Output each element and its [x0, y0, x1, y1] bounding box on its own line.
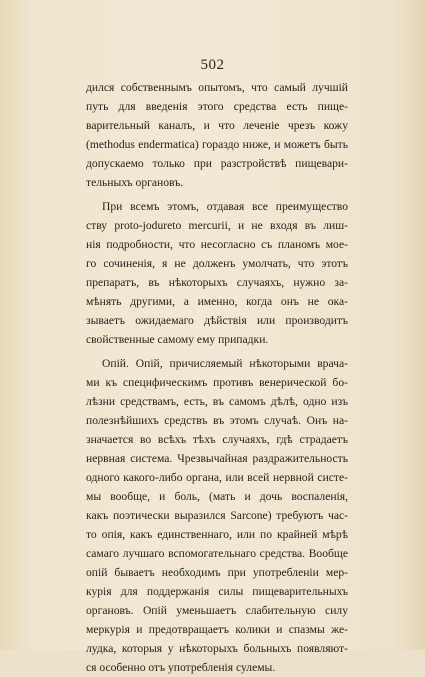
text-line: опій бываетъ необходимъ при употребленіи мер- [86, 566, 348, 579]
text-line: лѣзни средствамъ, есть, въ самомъ дѣлѣ, одно изъ [86, 395, 348, 408]
text-line: полезнѣйшихъ средствъ въ этомъ случаѣ. Онъ на- [86, 414, 348, 427]
text-line: мѣнять другими, а именно, когда онъ не ока- [86, 295, 348, 308]
text-line: какъ поэтически выразился Sarcone) требуютъ час- [86, 509, 348, 522]
text-line: то опія, какъ единственнаго, или по крайней мѣрѣ [86, 528, 348, 541]
text-line: значается во всѣхъ тѣхъ случаяхъ, гдѣ страдаетъ [86, 433, 348, 446]
text-line: путь для введенія этого средства есть пище- [86, 100, 348, 113]
text-line: органовъ. Опій уменьшаетъ слабительную силу [86, 604, 348, 617]
text-line: нервная система. Чрезвычайная раздражительность [86, 452, 348, 465]
text-line: дился собственнымъ опытомъ, что самый лучшій [86, 81, 348, 94]
text-line: мы вообще, и боль, (мать и дочь воспаленія, [86, 490, 348, 503]
text-line: лудка, которыя у нѣкоторыхъ больныхъ появляют- [86, 642, 348, 655]
text-line: (methodus endermatica) гораздо ниже, и можетъ быть [86, 138, 348, 151]
text-line: ми къ специфическимъ противъ венерической бо- [86, 376, 348, 389]
text-line: зываетъ ожидаемаго дѣйствія или производитъ [86, 314, 348, 327]
paragraph-3 [86, 354, 348, 677]
text-line: допускаемо только при разстройствѣ пищевари- [86, 157, 348, 170]
text-line: ству proto-joduretо mercurii, и не входя въ лиш- [86, 219, 348, 232]
text-line: Опій. Опій, причисляемый нѣкоторыми врача- [102, 357, 348, 370]
text-line: нія подробности, что несогласно съ планомъ мое- [86, 238, 348, 251]
text-line: одного какого-либо органа, или всей нервной систе- [86, 471, 348, 484]
text-line: тельныхъ органовъ. [86, 176, 184, 189]
page-number: 502 [200, 57, 225, 73]
text-line: свойственные самому ему припадки. [86, 333, 269, 346]
text-line: ся особенно отъ употребленія сулемы. [86, 661, 276, 674]
text-line: При всемъ этомъ, отдавая все преимущество [102, 200, 348, 213]
text-line: препаратъ, въ нѣкоторыхъ случаяхъ, нужно за- [86, 276, 348, 289]
paragraph-2 [86, 197, 348, 349]
text-line: курія для поддержанія силы пищеварительныхъ [86, 585, 348, 598]
paragraph-1 [86, 78, 348, 192]
text-line: самаго лучшаго вспомогательнаго средства. Вообще [86, 547, 348, 560]
text-line: го сочиненія, я не долженъ умолчать, что этотъ [86, 257, 348, 270]
text-line: меркурія и предотвращаетъ колики и спазмы же- [86, 623, 348, 636]
text-line: варительный каналъ, и что леченіе чрезъ кожу [86, 119, 348, 132]
body-text [86, 78, 348, 677]
